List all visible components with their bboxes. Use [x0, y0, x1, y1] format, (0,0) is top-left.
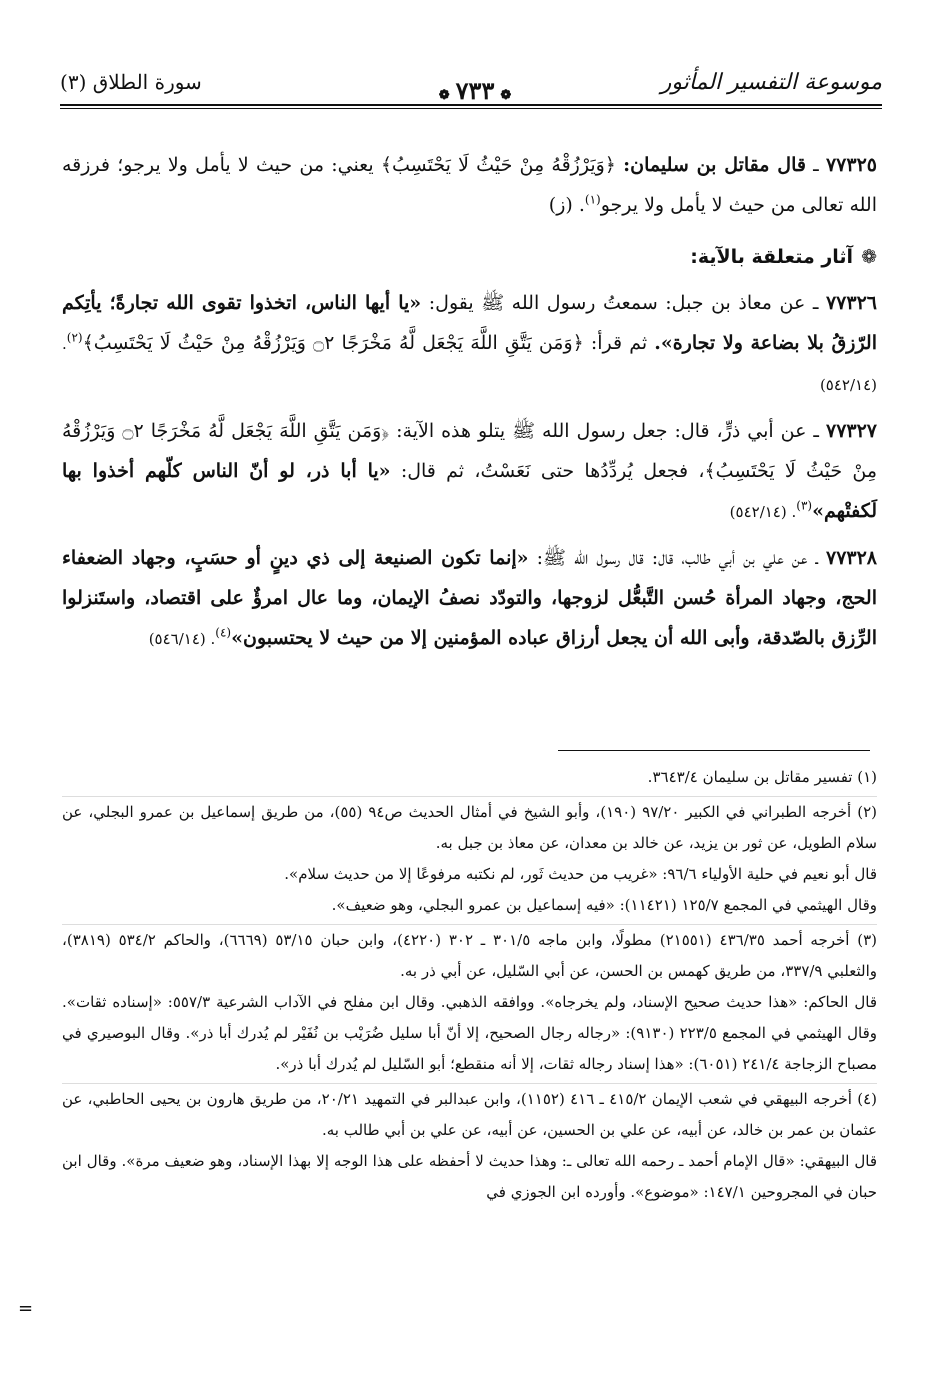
quran-verse: ﴿وَمَن يَتَّقِ اللَّهَ يَجْعَل لَّهُ مَخْرَجًا ۝٢ وَيَرْزُقْهُ مِنْ حَيْثُ لَا يَحْتَسِبُ﴾	[62, 420, 877, 482]
header-rule	[60, 108, 882, 109]
footnote-line: قال أبو نعيم في حلية الأولياء ٩٦/٦: «غريب من حديث ثَور، لم نكتبه مرفوعًا إلا من حديث سلام».	[284, 865, 877, 883]
footnote	[62, 797, 877, 925]
page-number-block	[400, 76, 550, 105]
volume-reference: . (٥٤٦/١٤)	[148, 630, 216, 648]
athar-paragraph: ٧٧٣٢٥ ـ قال مقاتل بن سليمان: ﴿وَيَرْزُقْهُ مِنْ حَيْثُ لَا يَحْتَسِبُ﴾ يعني: من حيث لا يأمل ولا يرجو؛ فرزقه الله تعالى من حيث لا يأمل ولا يرجو$^{(١)}$. (ز)	[62, 154, 877, 216]
quran-verse: ﴿وَمَن يَتَّقِ اللَّهَ يَجْعَل لَّهُ مَخْرَجًا ۝٢ وَيَرْزُقْهُ مِنْ حَيْثُ لَا يَحْتَسِبُ﴾	[82, 332, 584, 354]
athar-tail: . (ز)	[548, 194, 585, 216]
section-heading-text: آثار متعلقة بالآية:	[690, 246, 854, 268]
footnote-marker: (٤)	[215, 625, 232, 640]
ornament-icon: ❁	[438, 88, 450, 103]
footnote-line: (١) تفسير مقاتل بن سليمان ٣٦٤٣/٤.	[647, 768, 877, 786]
athar-number: ٧٧٣٢٨	[825, 547, 878, 569]
footnote-line: (٢) أخرجه الطبراني في الكبير ٩٧/٢٠ (١٩٠)، وأبو الشيخ في أمثال الحديث ص٩٤ (٥٥)، من طريق إسماعيل بن عمرو البجلي، عن سلام الطويل، عن ثور بن يزيد، عن خالد بن معدان، عن معاذ بن جبل به.	[62, 803, 878, 852]
ornament-icon: ❁	[500, 88, 512, 103]
volume-reference: . (٥٤٢/١٤)	[62, 335, 877, 394]
athar-paragraph	[62, 411, 877, 532]
surah-label: سورة الطلاق (٣)	[60, 70, 202, 94]
hadith-text: «يا أيها الناس، اتخذوا تقوى الله تجارةً؛ يأتِكم الرّزقُ بلا بضاعة ولا تجارة».	[62, 292, 878, 354]
hadith-text: «يا أبا ذر، لو أنّ الناس كلّهم أخذوا بها لَكفتْهم»	[62, 460, 877, 522]
athar-text: ـ عن أبي ذرٍّ، قال: جعل رسول الله ﷺ يتلو هذه الآية:	[396, 420, 819, 442]
page-number: ٧٣٣	[455, 76, 495, 105]
volume-reference: . (٥٤٢/١٤)	[729, 503, 797, 521]
athar-text: يعني: من حيث لا يأمل ولا يرجو؛ فرزقه الله تعالى من حيث لا يأمل ولا يرجو	[62, 154, 877, 216]
quran-verse: ﴿وَيَرْزُقْهُ مِنْ حَيْثُ لَا يَحْتَسِبُ﴾	[380, 154, 616, 176]
footnote-line: (٣) أخرجه أحمد ٤٣٦/٣٥ (٢١٥٥١) مطولًا، وابن ماجه ٣٠١/٥ ـ ٣٠٢ (٤٢٢٠)، وابن حبان ٥٣/١٥ (٦٦٦٩)، والحاكم ٥٣٤/٢ (٣٨١٩)، والثعلبي ٣٣٧/٩، من طريق كهمس بن الحسن، عن أبي السّليل، عن أبي ذر به.	[62, 931, 877, 980]
footnote-line: قال البيهقي: «قال الإمام أحمد ـ رحمه الله تعالى ـ: وهذا حديث لا أحفظه على هذا الوجه إلا بهذا الإسناد، وهو ضعيف مرة». وقال ابن حبان في المجروحين ١٤٧/١: «موضوع». وأورده ابن الجوزي في	[62, 1152, 877, 1201]
athar-number: ٧٧٣٢٦	[825, 292, 877, 314]
main-text	[62, 145, 877, 665]
footnote-line: قال الحاكم: «هذا حديث صحيح الإسناد، ولم يخرجاه». ووافقه الذهبي. وقال ابن مفلح في الآداب الشرعية ٥٥٧/٣: «إسناده ثقات». وقال الهيثمي في المجمع ٢٢٣/٥ (٩١٣٠): «رجاله رجال الصحيح، إلا أنّ أبا سليل ضُرَيْب بن نُفَيْر لم يُدرك أبا ذر». وقال البوصيري في مصباح الزجاجة ٢٤١/٤ (٦٠٥١): «هذا إسناد رجاله ثقات، إلا أنه منقطع؛ أبو السّليل لم يُدرك أبا ذر».	[62, 993, 877, 1073]
athar-text: ـ عن علي بن أبي طالب، قال: قال رسول الله ﷺ:	[536, 547, 818, 569]
athar-text: ـ عن معاذ بن جبل: سمعتُ رسول الله ﷺ يقول:	[428, 292, 819, 314]
footnote	[62, 925, 877, 1084]
footnote-marker: (٣)	[796, 498, 813, 513]
footnote-marker: (٢)	[66, 330, 83, 345]
footnote-separator	[558, 750, 870, 751]
athar-paragraph	[62, 283, 877, 405]
footnote-line: (٤) أخرجه البيهقي في شعب الإيمان ٤١٥/٢ ـ ٤١٦ (١١٥٢)، وابن عبدالبر في التمهيد ٢٠/٢١، من طريق هارون بن يحيى الحاطبي، عن عثمان بن عمر بن خالد، عن أبيه، عن علي بن الحسين، عن أبيه، عن علي بن أبي طالب به.	[62, 1090, 878, 1139]
footnote	[62, 762, 877, 797]
hadith-text: «إنما تكون الصنيعة إلى ذي دينٍ أو حسَبٍ، وجهاد الضعفاء الحج، وجهاد المرأة حُسن التَّبعُّل لزوجها، والتودّد نصفُ الإيمان، وما عال امرؤٌ على اقتصاد، واستَنزلوا الرِّزق بالصّدقة، وأبى الله أن يجعل أرزاق عباده المؤمنين إلا من حيث لا يحتسبون»	[62, 547, 877, 649]
athar-number: ٧٧٣٢٥	[825, 154, 877, 176]
athar-text: ، فجعل يُردِّدُها حتى نَعَسْتُ، ثم قال:	[400, 460, 705, 482]
continuation-mark: =	[18, 1298, 34, 1319]
footnote-line: وقال الهيثمي في المجمع ١٢٥/٧ (١١٤٢١): «فيه إسماعيل بن عمرو البجلي، وهو ضعيف».	[331, 896, 877, 914]
page-header	[60, 62, 882, 108]
header-rule	[60, 104, 882, 106]
section-heading	[62, 239, 877, 275]
athar-number: ٧٧٣٢٧	[825, 420, 878, 442]
flower-icon: ❁	[861, 246, 877, 268]
footnotes	[62, 762, 877, 1211]
footnote-marker: (١)	[584, 192, 601, 207]
athar-speaker: قال مقاتل بن سليمان:	[623, 154, 806, 176]
book-title: موسوعة التفسير المأثور	[660, 70, 882, 95]
athar-paragraph	[62, 538, 877, 659]
footnote	[62, 1084, 877, 1211]
athar-text: ثم قرأ:	[590, 332, 648, 354]
